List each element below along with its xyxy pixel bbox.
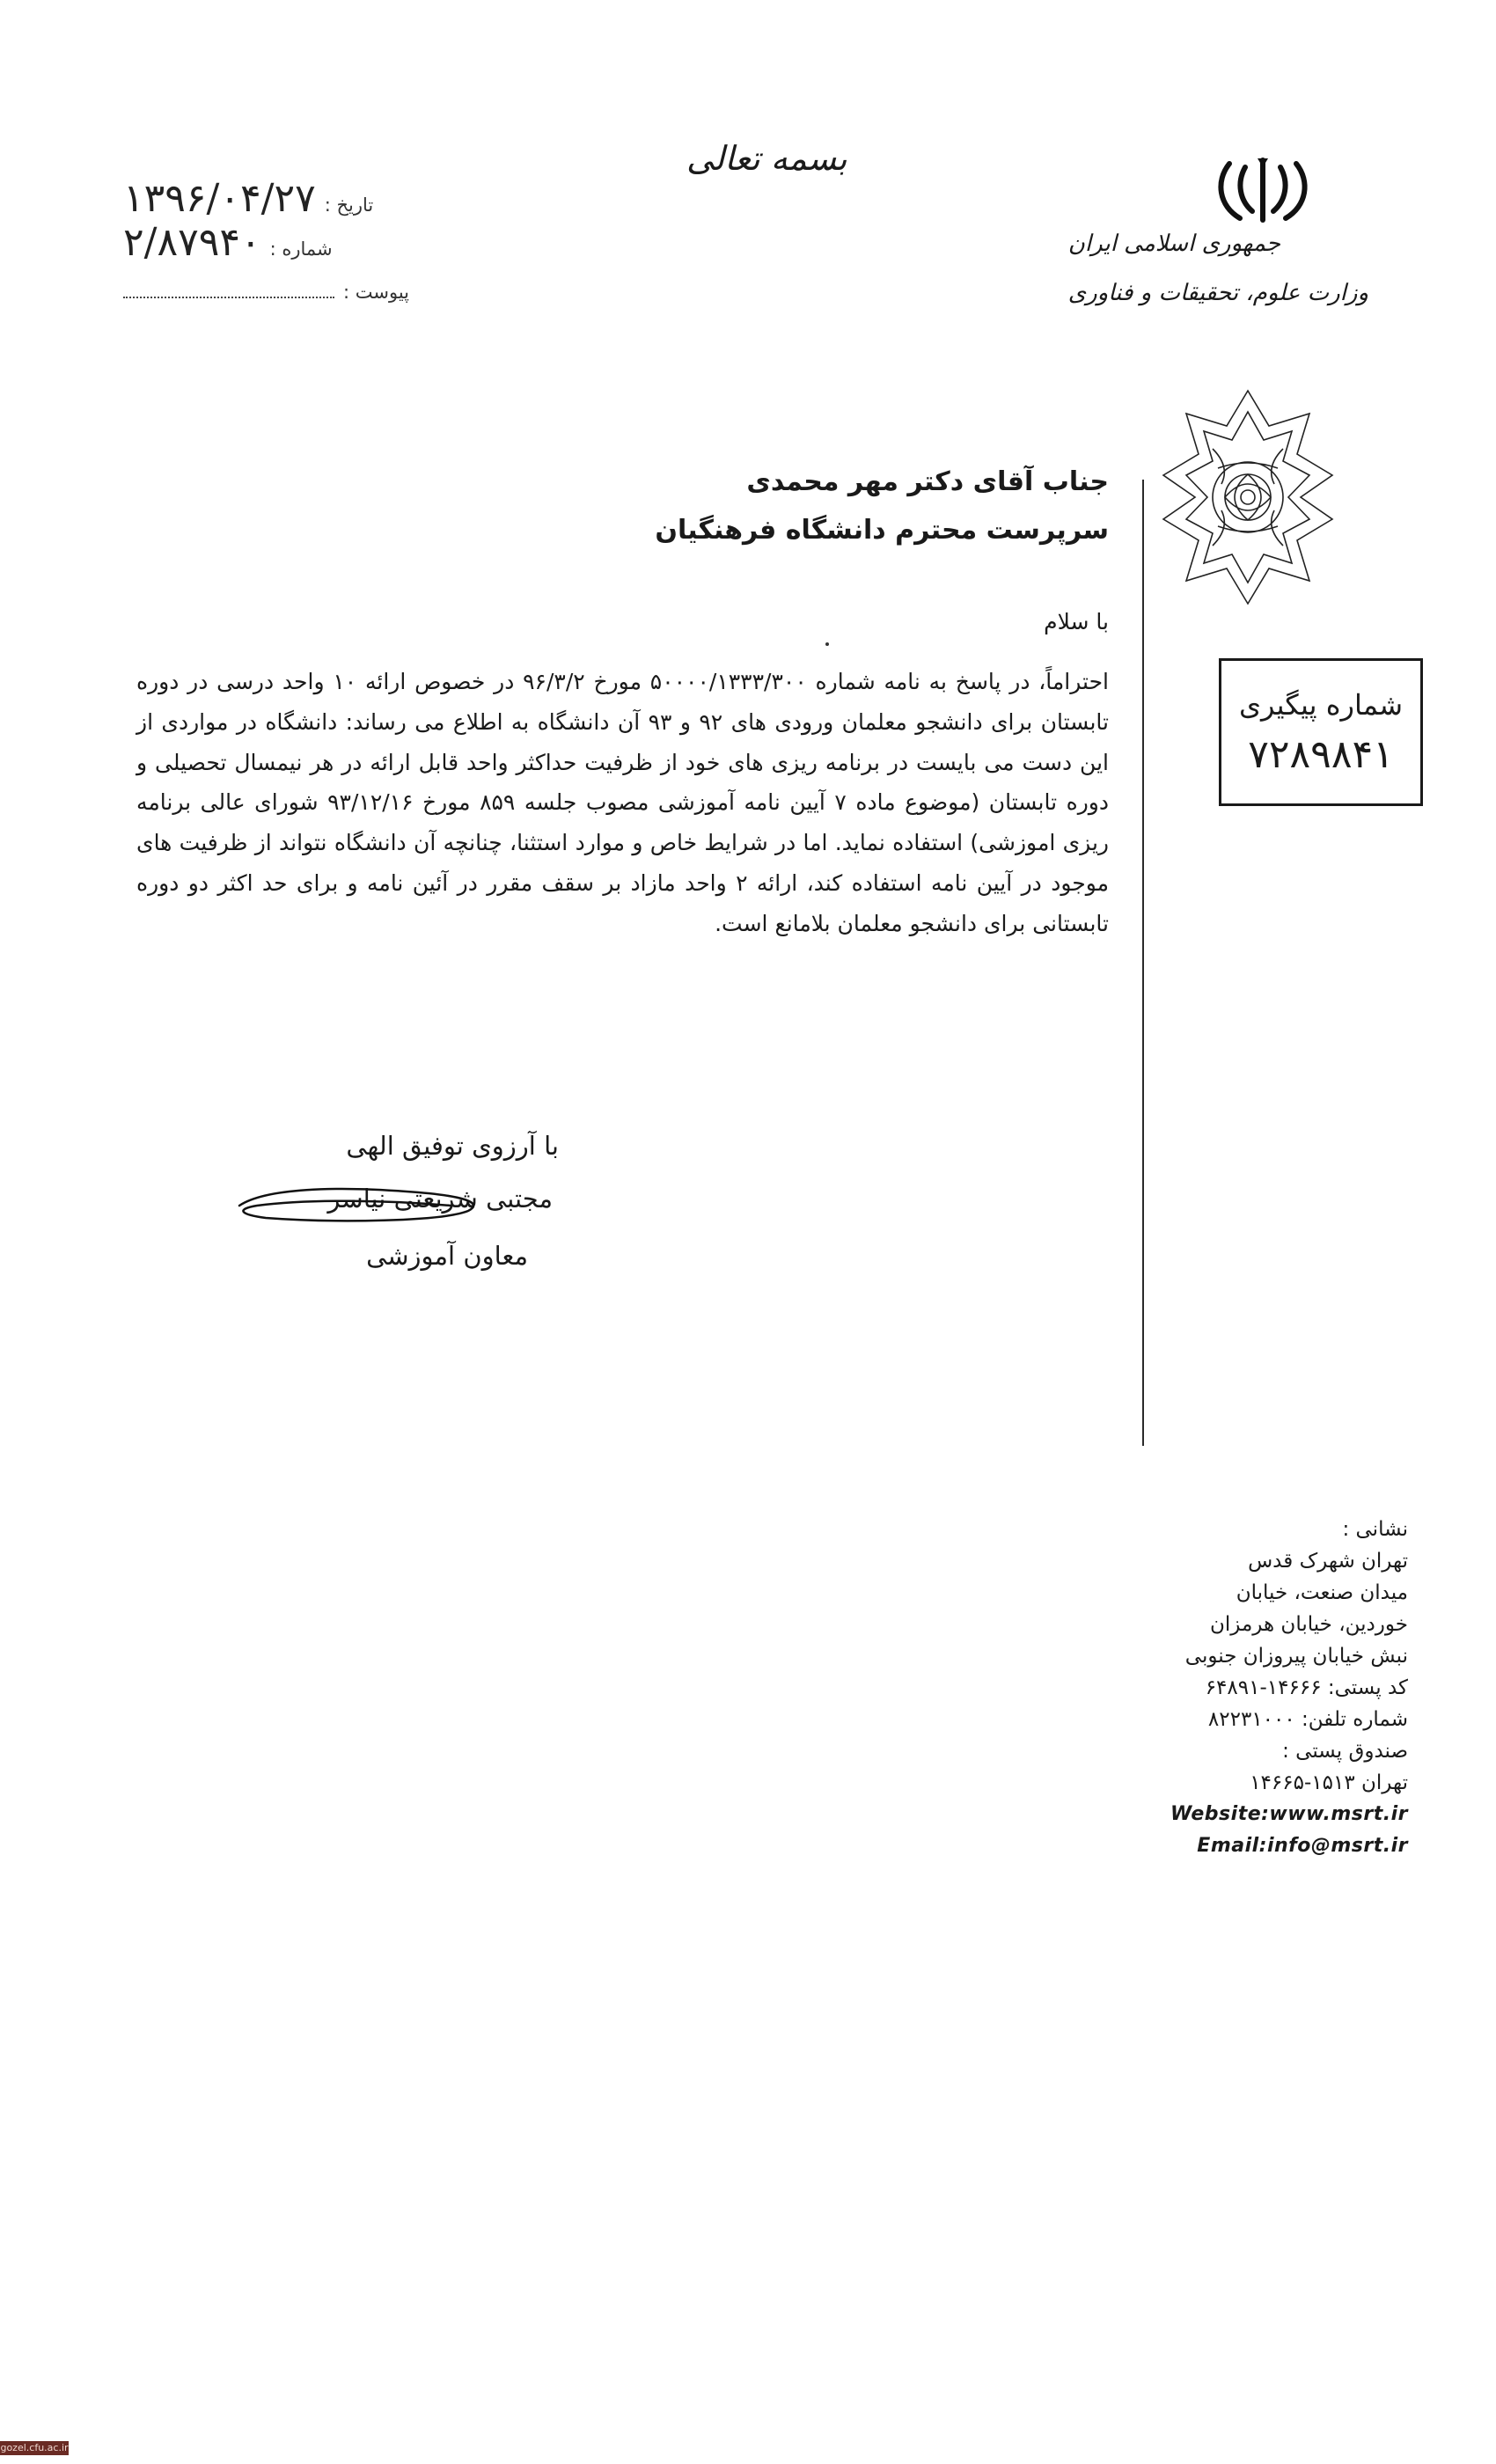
number-row	[123, 220, 333, 265]
signature-icon	[231, 1179, 495, 1232]
addressee-title: سرپرست محترم دانشگاه فرهنگیان	[655, 515, 1109, 546]
date-value: ۱۳۹۶/۰۴/۲۷	[123, 176, 316, 221]
address-line-3: خوردین، خیابان هرمزان	[1210, 1613, 1408, 1636]
body-paragraph: احتراماً، در پاسخ به نامه شماره ۵۰۰۰۰/۱۳۳۳/۳۰۰ مورخ ۹۶/۳/۲ در خصوص ارائه ۱۰ واحد درسی در دوره تابستان برای دانشجو معلمان ورودی های ۹۲ و ۹۳ آن دانشگاه به اطلاع می رساند: دانشگاه در مواردی از این دست می بایست در برنامه ریزی های خود از ظرفیت حداکثر واحد قابل ارائه در هر نیمسال تحصیلی و دوره تابستان (موضوع ماده ۷ آیین نامه آموزشی مصوب جلسه ۸۵۹ مورخ ۹۳/۱۲/۱۶ شورای عالی برنامه ریزی اموزشی) استفاده نماید. اما در شرایط خاص و موارد استثنا، چنانچه آن دانشگاه نتواند از ظرفیت های موجود در آیین نامه استفاده کند، ارائه ۲ واحد مازاد بر سقف مقرر در آئین نامه و برای حد اکثر دو دوره تابستانی برای دانشجو معلمان بلامانع است.	[136, 669, 1109, 936]
address-line-2: میدان صنعت، خیابان	[1236, 1581, 1408, 1604]
basmala: بسمه تعالی	[686, 139, 847, 178]
address-label: نشانی :	[1342, 1518, 1408, 1541]
date-label: تاریخ :	[324, 194, 374, 216]
date-row	[123, 176, 373, 221]
letter-body	[136, 662, 1109, 944]
attachment-label: پیوست :	[343, 282, 409, 303]
contact-block	[1144, 1514, 1408, 1862]
signer-name: مجتبی شریعتی نیاسر	[327, 1184, 553, 1214]
emblem-icon	[1210, 157, 1316, 225]
tracking-number: ۷۲۸۹۸۴۱	[1248, 731, 1394, 777]
website-link[interactable]: Website:www.msrt.ir	[1170, 1803, 1408, 1825]
attachment-row	[123, 282, 409, 303]
pobox-number: تهران ۱۵۱۳-۱۴۶۶۵	[1250, 1771, 1408, 1794]
signer-title: معاون آموزشی	[366, 1241, 528, 1271]
number-label: شماره :	[269, 238, 333, 260]
dot-mark	[825, 642, 829, 646]
closing-wish: با آرزوی توفیق الهی	[346, 1131, 559, 1161]
country-name: جمهوری اسلامی ایران	[1067, 231, 1280, 257]
address-line-4: نبش خیابان پیروزان جنوبی	[1184, 1645, 1408, 1668]
number-value: ۲/۸۷۹۴۰	[123, 220, 261, 265]
phone-number: شماره تلفن: ۸۲۲۳۱۰۰۰	[1207, 1708, 1408, 1731]
attachment-blank	[123, 295, 334, 298]
ornament-icon	[1160, 387, 1336, 607]
footer-tag: gozel.cfu.ac.ir	[0, 2442, 69, 2453]
ministry-name: وزارت علوم، تحقیقات و فناوری	[1067, 280, 1368, 306]
email-link[interactable]: Email:info@msrt.ir	[1197, 1835, 1408, 1857]
address-line-1: تهران شهرک قدس	[1248, 1550, 1408, 1573]
postal-code: کد پستی: ۱۴۶۶۶-۶۴۸۹۱	[1205, 1676, 1408, 1699]
tracking-box	[1219, 658, 1423, 806]
margin-rule	[1142, 480, 1144, 1446]
greeting: با سلام	[1044, 609, 1109, 634]
pobox-label: صندوق پستی :	[1282, 1740, 1408, 1763]
tracking-label: شماره پیگیری	[1238, 687, 1404, 722]
addressee-name: جناب آقای دکتر مهر محمدی	[746, 466, 1109, 497]
